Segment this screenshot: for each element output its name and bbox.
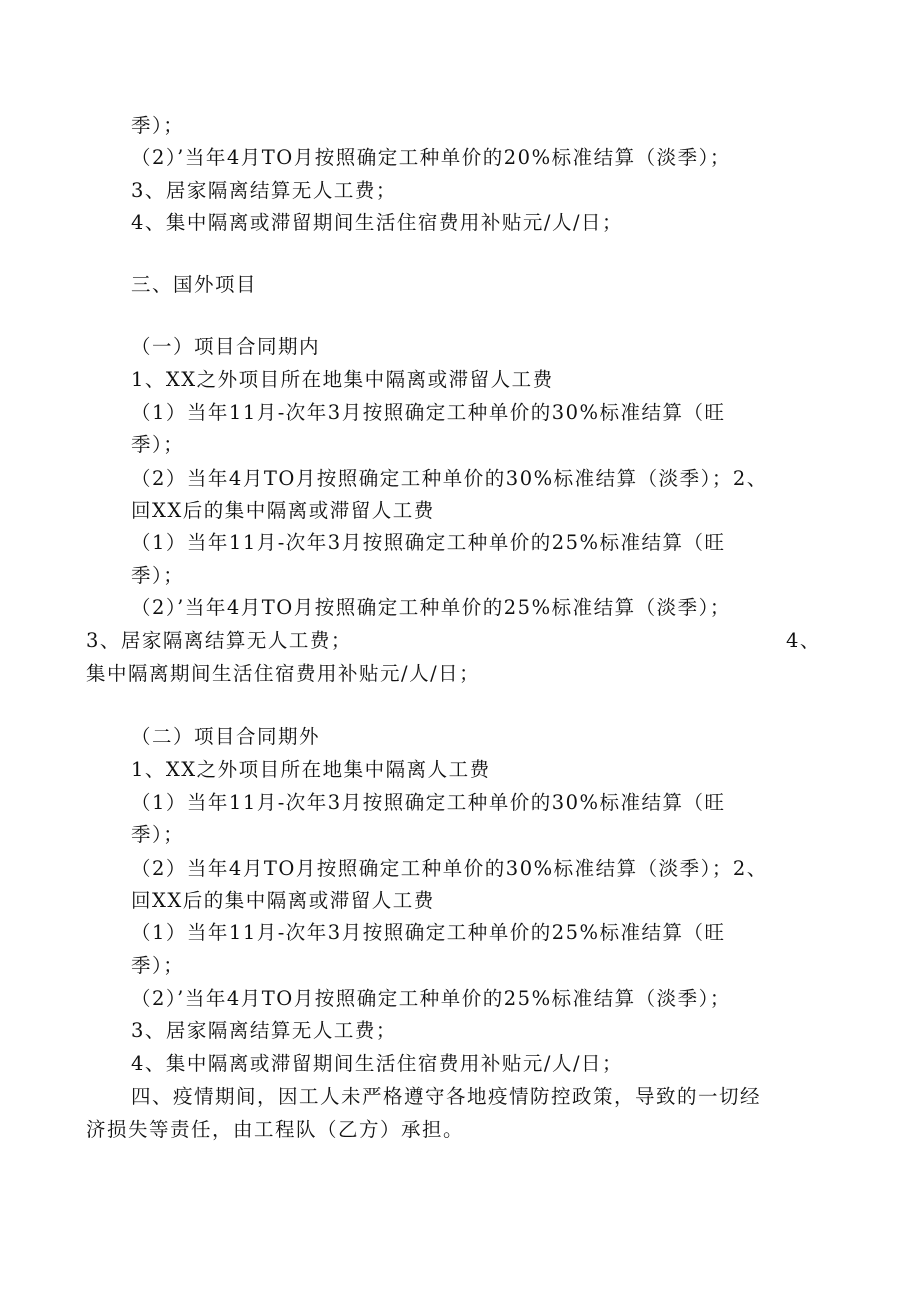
- text-line: （2）’当年4月TO月按照确定工种单价的25%标准结算（淡季）；: [131, 596, 731, 619]
- text-line: （1）当年11月-次年3月按照确定工种单价的25%标准结算（旺: [131, 531, 726, 554]
- text-line: 3、居家隔离结算无人工费；: [86, 629, 352, 652]
- text-line: 四、疫情期间，因工人未严格遵守各地疫情防控政策，导致的一切经: [131, 1085, 762, 1108]
- section-heading: 三、国外项目: [131, 273, 258, 296]
- text-line: 3、居家隔离结算无人工费；: [131, 1019, 397, 1042]
- text-line: （2）当年4月TO月按照确定工种单价的30%标准结算（淡季）；2、: [131, 467, 768, 490]
- text-line: 1、XX之外项目所在地集中隔离人工费: [131, 758, 491, 781]
- text-line: （2）’当年4月TO月按照确定工种单价的20%标准结算（淡季）；: [131, 146, 731, 169]
- text-line: （1）当年11月-次年3月按照确定工种单价的25%标准结算（旺: [131, 921, 726, 944]
- text-line: 3、居家隔离结算无人工费；: [131, 179, 397, 202]
- text-line: 集中隔离期间生活住宿费用补贴元/人/日；: [86, 662, 481, 685]
- text-line: 季）；: [131, 114, 185, 137]
- text-line: 济损失等责任，由工程队（乙方）承担。: [86, 1118, 465, 1141]
- text-line: 回XX后的集中隔离或滞留人工费: [131, 889, 435, 912]
- text-line: 季）；: [131, 564, 185, 587]
- text-line: （1）当年11月-次年3月按照确定工种单价的30%标准结算（旺: [131, 791, 726, 814]
- text-line: 季）；: [131, 823, 185, 846]
- text-line: （2）’当年4月TO月按照确定工种单价的25%标准结算（淡季）；: [131, 987, 731, 1010]
- text-line: 季）；: [131, 954, 185, 977]
- text-line: 4、集中隔离或滞留期间生活住宿费用补贴元/人/日；: [131, 1052, 624, 1075]
- subsection-heading: （二）项目合同期外: [131, 725, 321, 748]
- text-line: 4、: [786, 629, 821, 652]
- text-line: 1、XX之外项目所在地集中隔离或滞留人工费: [131, 368, 554, 391]
- text-line: 4、集中隔离或滞留期间生活住宿费用补贴元/人/日；: [131, 211, 624, 234]
- text-line: （2）当年4月TO月按照确定工种单价的30%标准结算（淡季）；2、: [131, 857, 768, 880]
- text-line: （1）当年11月-次年3月按照确定工种单价的30%标准结算（旺: [131, 401, 726, 424]
- text-line: 季）；: [131, 433, 185, 456]
- subsection-heading: （一）项目合同期内: [131, 335, 321, 358]
- text-line: 回XX后的集中隔离或滞留人工费: [131, 499, 435, 522]
